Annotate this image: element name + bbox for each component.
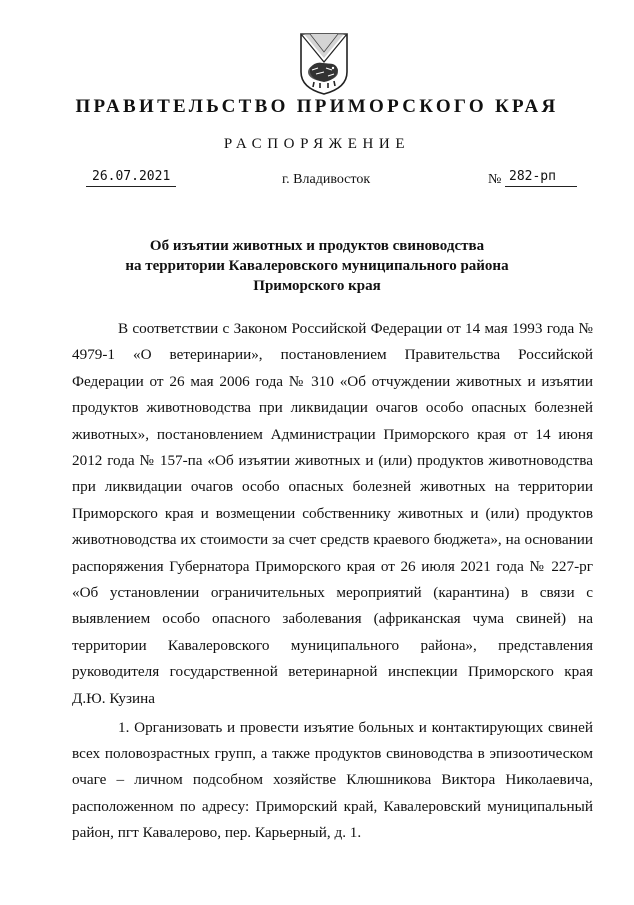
date-field [86,168,176,187]
clause-paragraph: 1. Организовать и провести изъятие больных и контактирующих свиней всех половозрастных групп, а также продуктов свиноводства в эпизоотическом очаге – личном подсобном хозяйстве Клюшникова Виктора Николаевича, расположенном по адресу: Приморский край, Кавалеровский муниципальный район, пгт Кавалерово, пер. Карьерный, д. 1. [72,718,593,842]
subject-line: Об изъятии животных и продуктов свиноводства [149,238,485,254]
subject-line: Приморского края [253,278,381,294]
document-body [72,316,593,849]
number-field [505,168,577,187]
government-title: ПРАВИТЕЛЬСТВО ПРИМОРСКОГО КРАЯ [75,96,559,117]
coat-of-arms-icon [298,32,350,96]
city-label: г. Владивосток [282,172,371,187]
subject-heading [80,236,554,296]
subject-line: на территории Кавалеровского муниципального района [125,258,509,274]
number-sign: № [488,172,502,187]
preamble-paragraph: В соответствии с Законом Российской Федерации от 14 мая 1993 года № 4979-1 «О ветеринарии», постановлением Правительства Российской Федерации от 26 мая 2006 года № 310 «Об отчуждении животных и изъятии продуктов животноводства при ликвидации очагов особо опасных болезней животных», постановлением Администрации Приморского края от 14 июня 2012 года № 157-па «Об изъятии животных и (или) продуктов животноводства при ликвидации очагов особо опасных болезней животных на территории Приморского края и возмещении собственнику животных и (или) продуктов животноводства их стоимости за счет средств краевого бюджета», на основании распоряжения Губернатора Приморского края от 26 июля 2021 года № 227-рг «Об установлении ограничительных мероприятий (карантина) в связи с выявлением особо опасного заболевания (африканская чума свиней) на территории Кавалеровского муниципального района», представления руководителя государственной ветеринарной инспекции Приморского края Д.Ю. Кузина [72,320,593,707]
number-value: 282-рп [509,169,556,184]
date-value: 26.07.2021 [92,169,171,184]
document-type: РАСПОРЯЖЕНИЕ [223,136,411,152]
